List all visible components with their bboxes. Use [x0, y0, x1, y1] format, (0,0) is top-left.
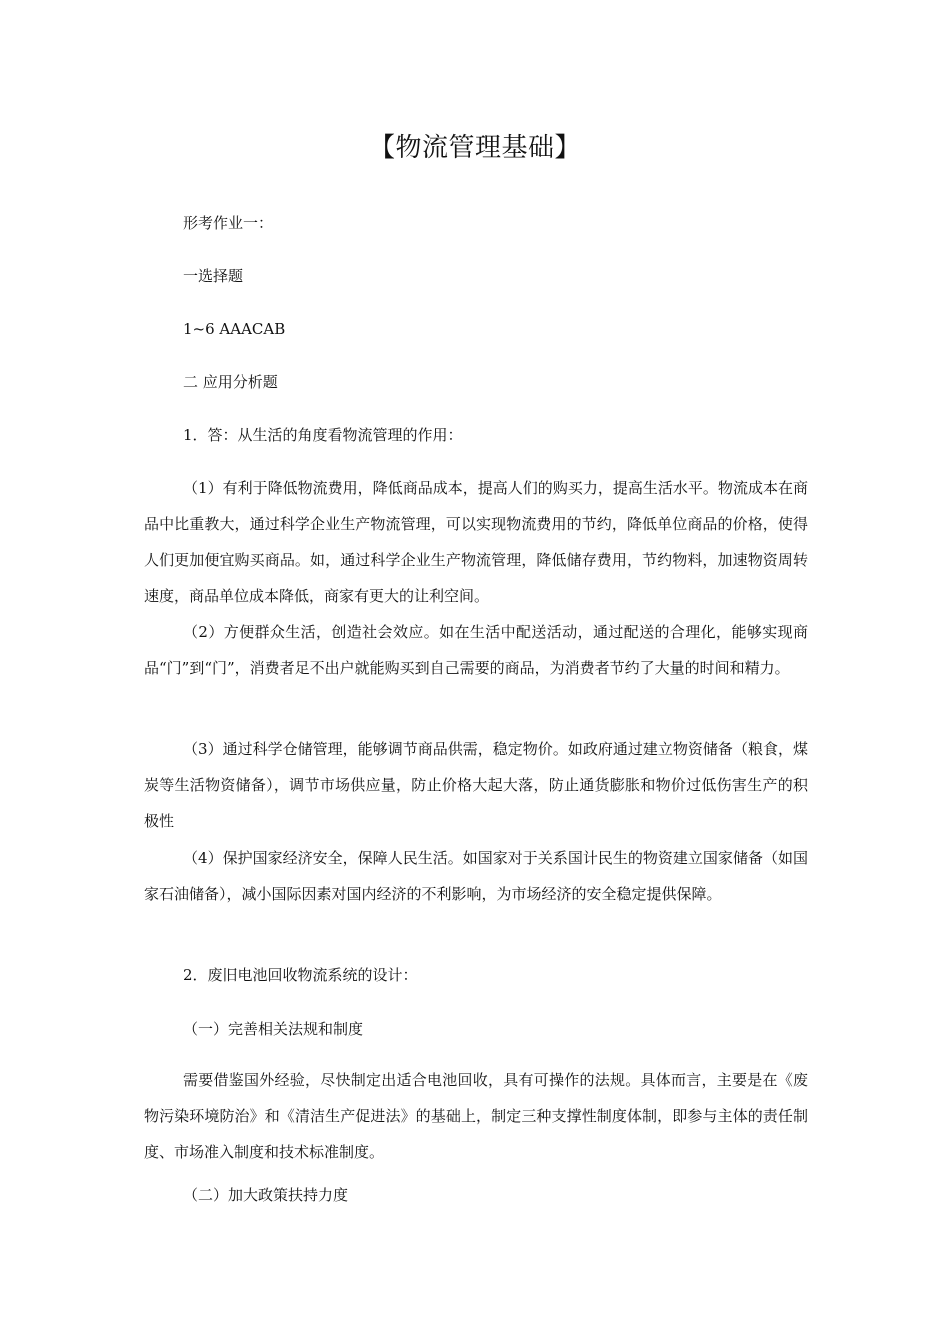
question-two-heading: 2．废旧电池回收物流系统的设计： — [183, 966, 418, 984]
document-title: 【物流管理基础】 — [368, 133, 581, 163]
question-two-subheading: （二）加大政策扶持力度 — [183, 1186, 349, 1204]
question-one-point: （4）保护国家经济安全，保障人民生活。如国家对于关系国计民生的物资建立国家储备（如国家石油储备），减小国际因素对国内经济的不利影响，为市场经济的安全稳定提供保障。 — [144, 849, 808, 903]
section-two-heading: 二 应用分析题 — [183, 373, 278, 391]
question-one-point: （2）方便群众生活，创造社会效应。如在生活中配送活动，通过配送的合理化，能够实现商品“门”到“门”，消费者足不出户就能购买到自己需要的商品，为消费者节约了大量的时间和精力。 — [144, 623, 808, 677]
question-one-point: （1）有利于降低物流费用，降低商品成本，提高人们的购买力，提高生活水平。物流成本在商品中比重教大，通过科学企业生产物流管理，可以实现物流费用的节约，降低单位商品的价格，使得人们更加便宜购买商品。如，通过科学企业生产物流管理，降低储存费用，节约物料，加速物资周转速度，商品单位成本降低，商家有更大的让利空间。 — [144, 479, 808, 605]
question-one-heading: 1．答：从生活的角度看物流管理的作用： — [183, 426, 463, 444]
question-two-subheading: （一）完善相关法规和制度 — [183, 1020, 364, 1038]
answer-line: 1~6 AAACAB — [183, 320, 286, 338]
section-one-heading: 一选择题 — [183, 267, 244, 285]
question-one-point: （3）通过科学仓储管理，能够调节商品供需，稳定物价。如政府通过建立物资储备（粮食，煤炭等生活物资储备），调节市场供应量，防止价格大起大落，防止通货膨胀和物价过低伤害生产的积极性 — [144, 740, 808, 830]
assignment-heading: 形考作业一： — [183, 214, 274, 232]
question-two-paragraph: 需要借鉴国外经验，尽快制定出适合电池回收，具有可操作的法规。具体而言，主要是在《废物污染环境防治》和《清洁生产促进法》的基础上，制定三种支撑性制度体制，即参与主体的责任制度、市场准入制度和技术标准制度。 — [144, 1071, 808, 1161]
